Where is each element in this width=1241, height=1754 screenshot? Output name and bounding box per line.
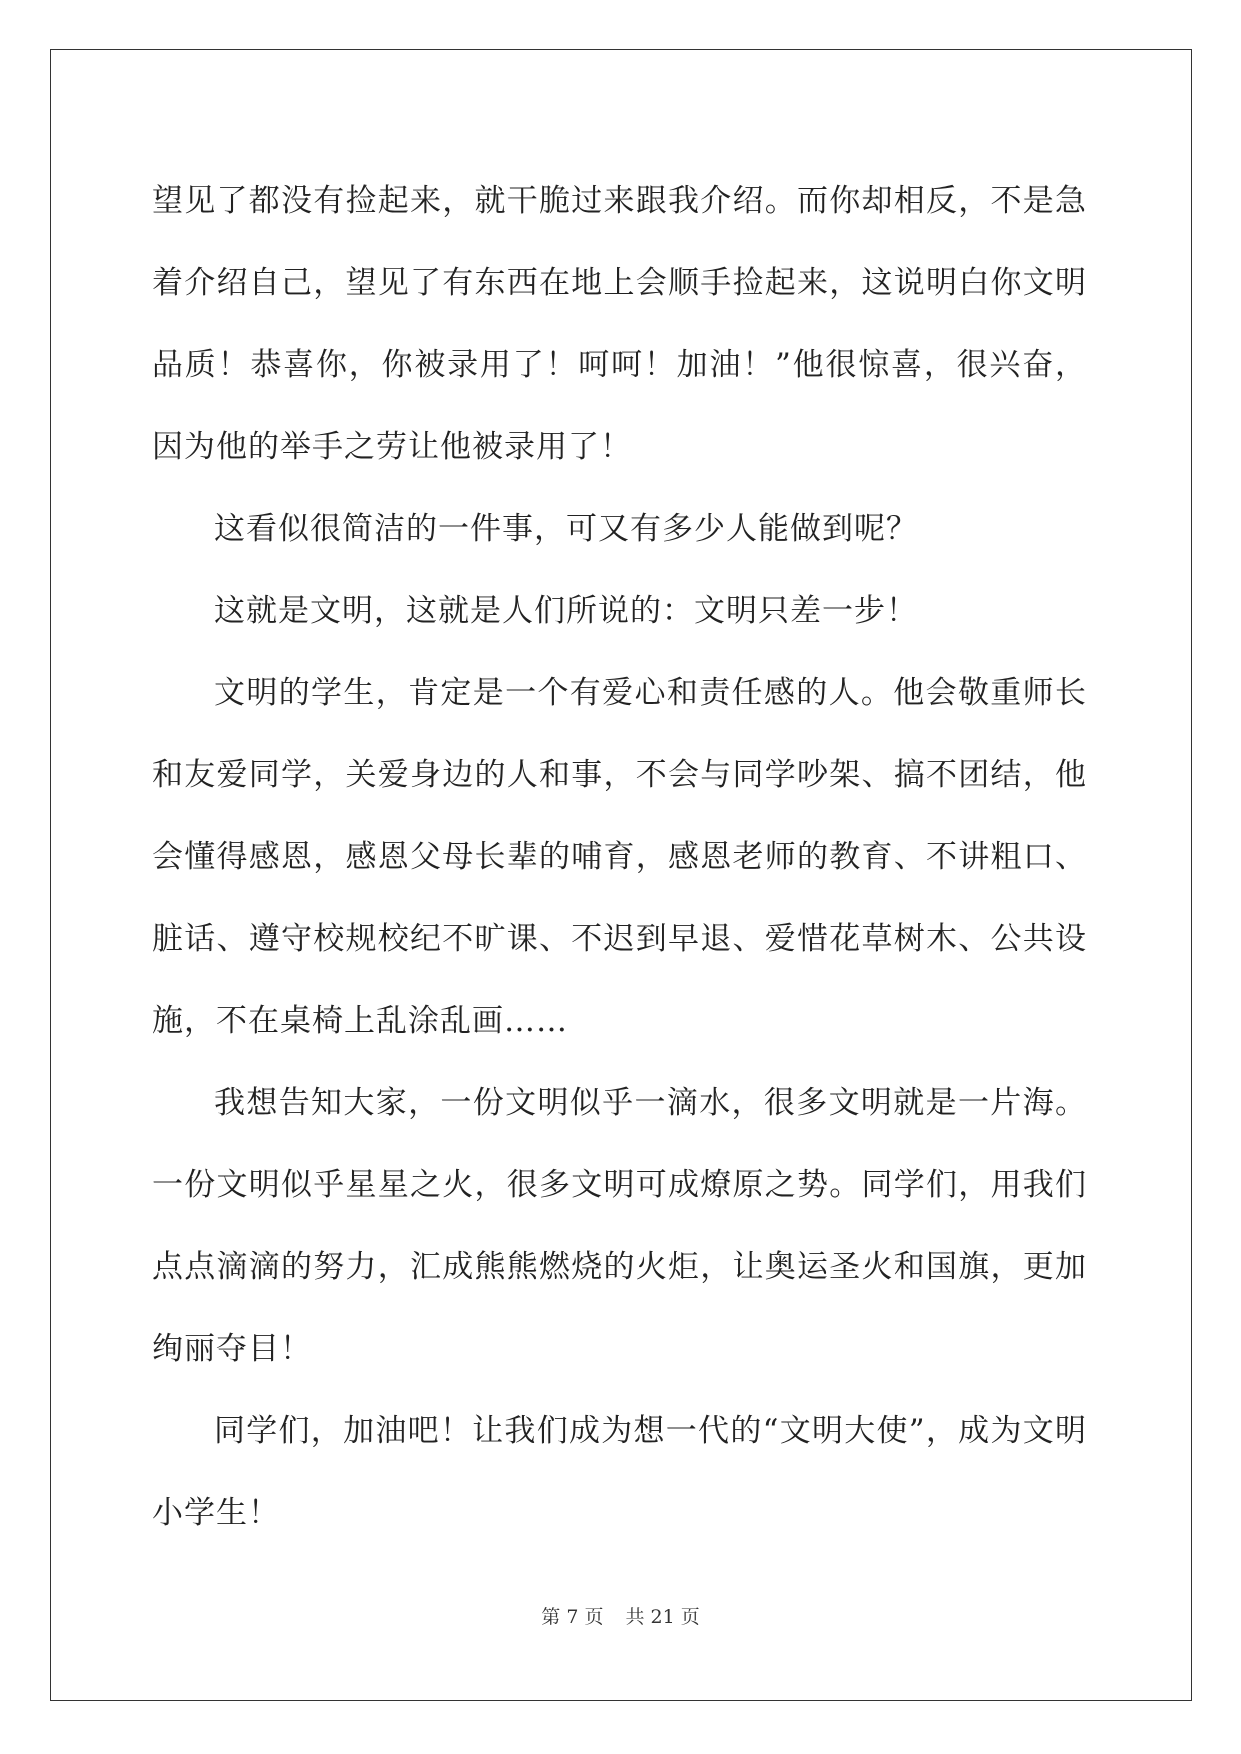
page-footer <box>0 1602 1241 1629</box>
paragraph: 这就是文明，这就是人们所说的：文明只差一步！ <box>214 593 918 629</box>
page-number: 第 7 页 <box>541 1606 604 1628</box>
paragraph: 我想告知大家，一份文明似乎一滴水，很多文明就是一片海。一份文明似乎星星之火，很多文明可成燎原之势。同学们，用我们点点滴滴的努力，汇成熊熊燃烧的火炬，让奥运圣火和国旗，更加绚丽夺目！ <box>152 1085 1087 1367</box>
page-total: 共 21 页 <box>625 1606 700 1628</box>
paragraph: 这看似很简洁的一件事，可又有多少人能做到呢？ <box>214 511 918 547</box>
paragraph: 文明的学生，肯定是一个有爱心和责任感的人。他会敬重师长和友爱同学，关爱身边的人和事，不会与同学吵架、搞不团结，他会懂得感恩，感恩父母长辈的哺育，感恩老师的教育、不讲粗口、脏话、遵守校规校纪不旷课、不迟到早退、爱惜花草树木、公共设施，不在桌椅上乱涂乱画…… <box>152 675 1087 1039</box>
paragraph: 望见了都没有捡起来，就干脆过来跟我介绍。而你却相反，不是急着介绍自己，望见了有东西在地上会顺手捡起来，这说明白你文明品质！恭喜你，你被录用了！呵呵！加油！”他很惊喜，很兴奋，因为他的举手之劳让他被录用了！ <box>152 183 1087 465</box>
paragraph: 同学们，加油吧！让我们成为想一代的“文明大使”，成为文明小学生！ <box>152 1413 1087 1531</box>
document-body <box>152 160 1087 1554</box>
